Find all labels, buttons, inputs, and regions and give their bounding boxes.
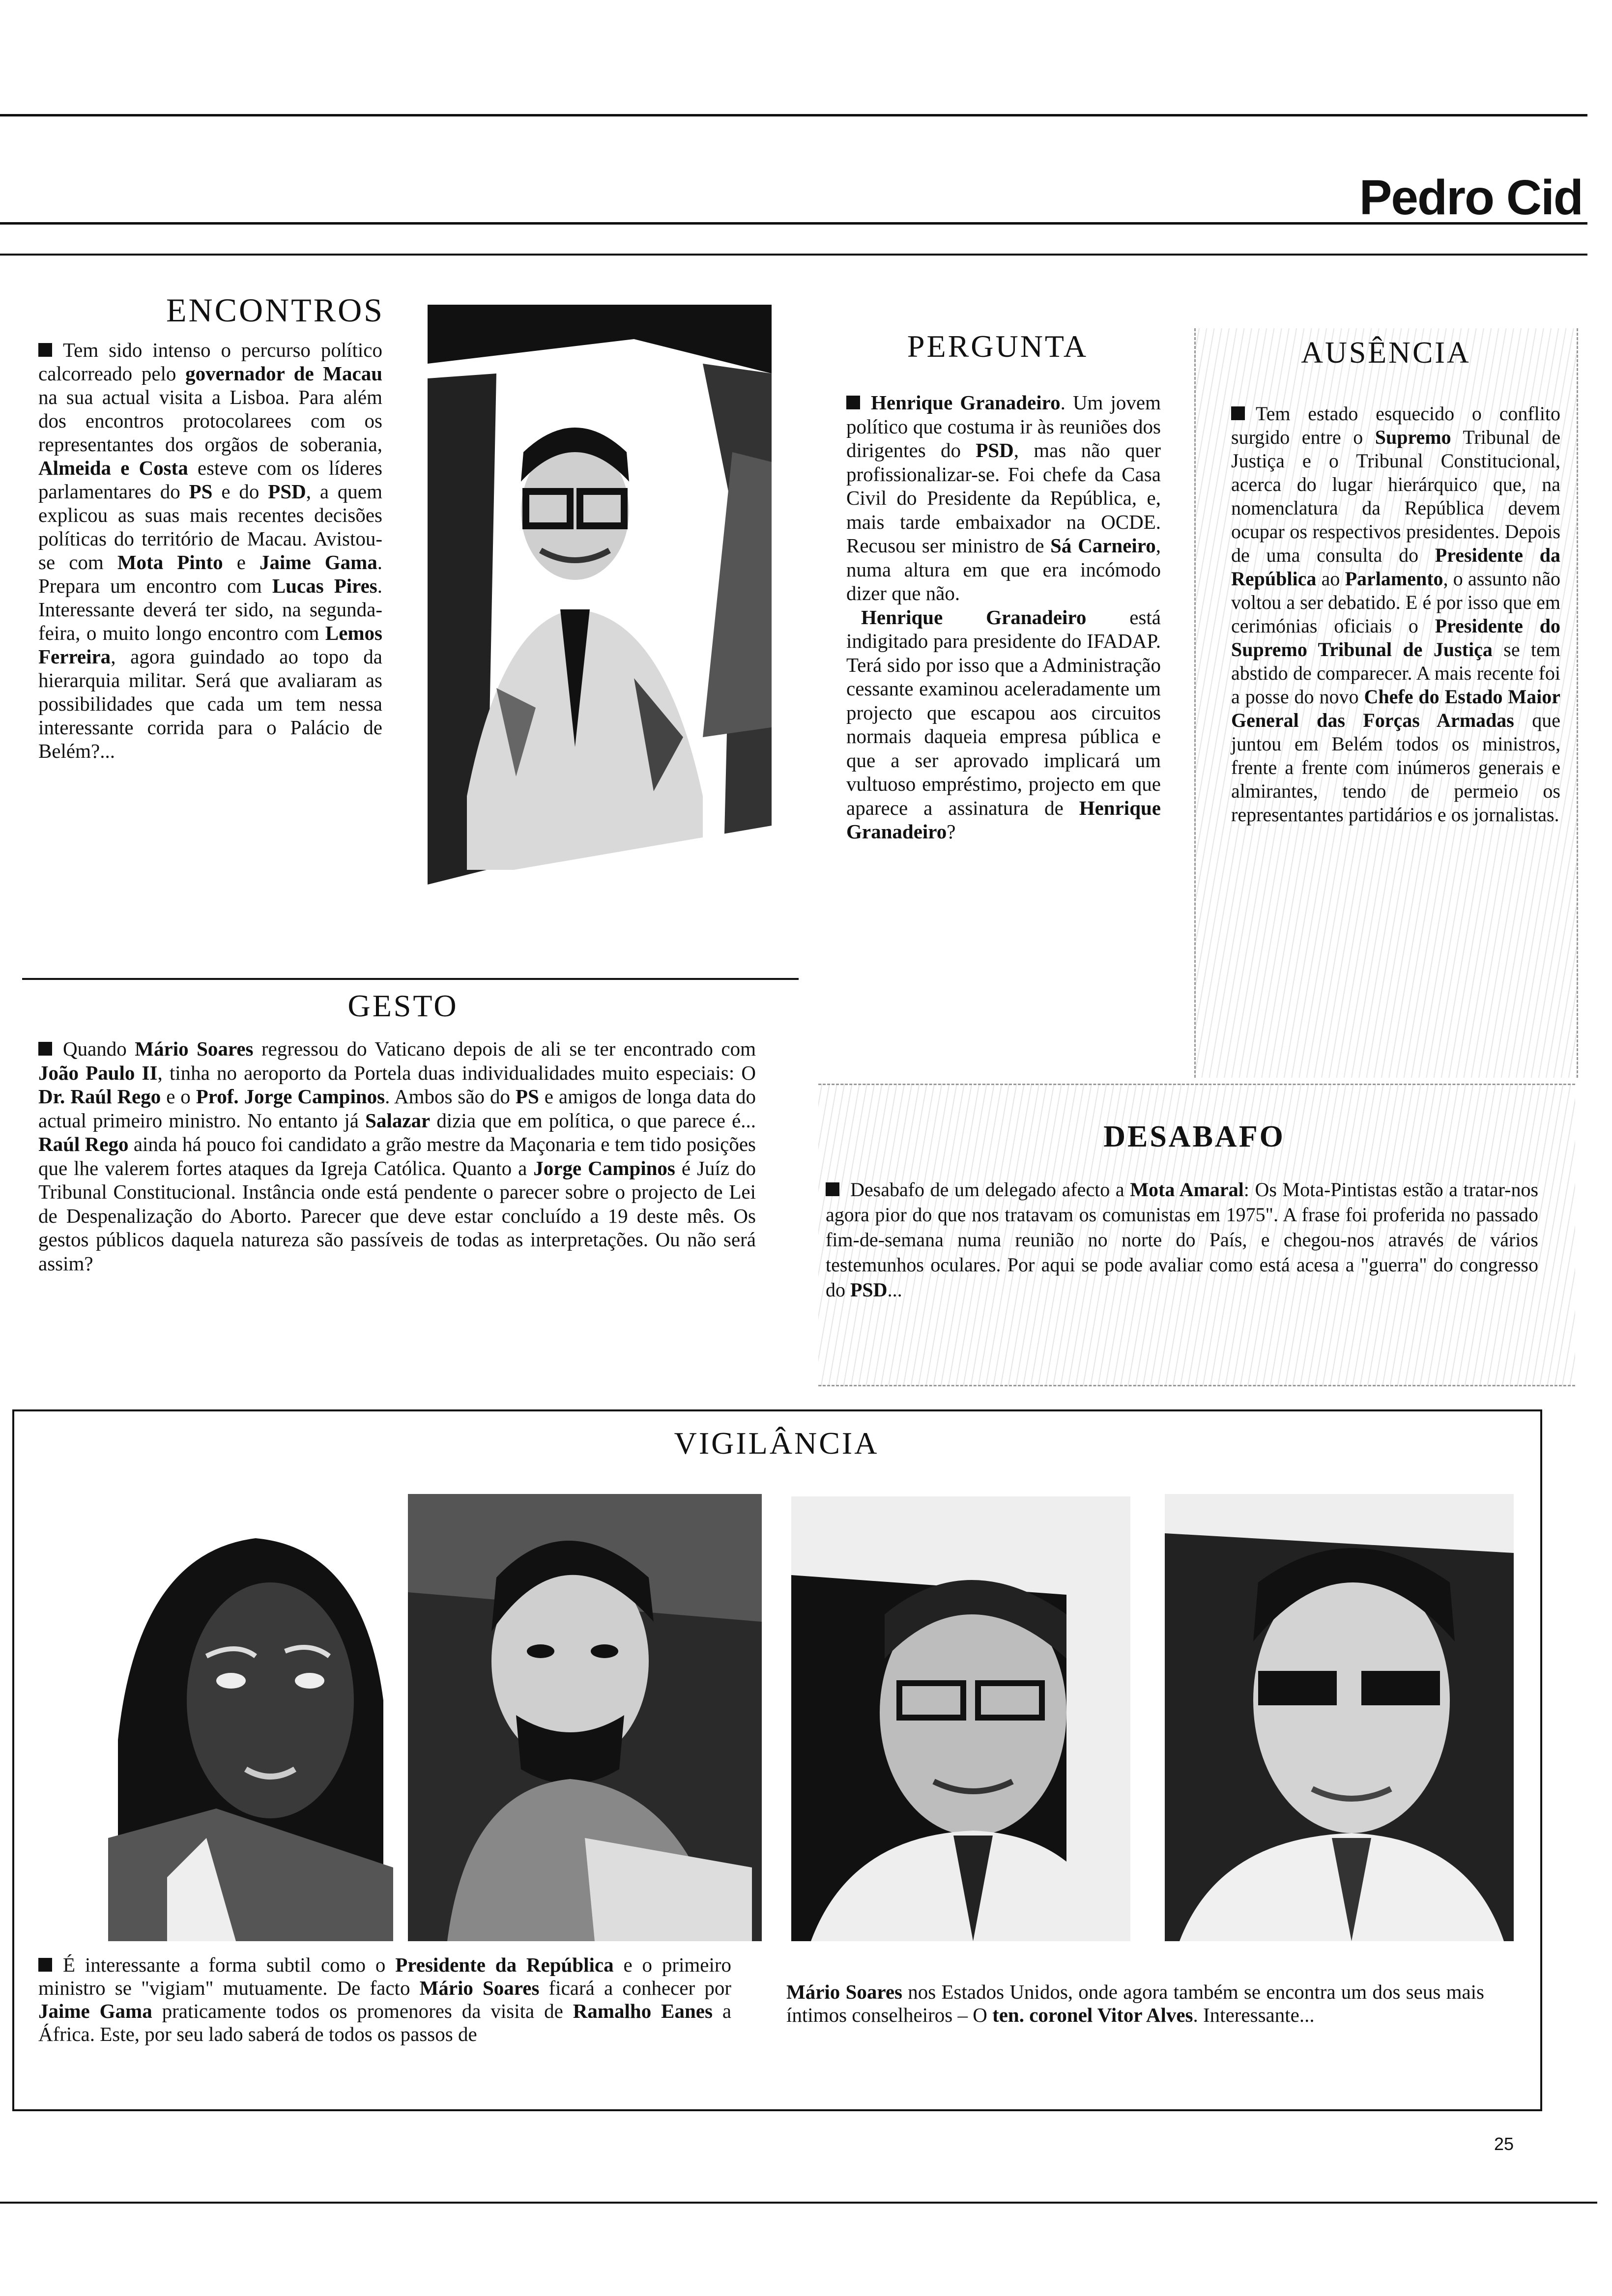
bottom-rule: [0, 2202, 1597, 2204]
pergunta-body: Henrique Granadeiro. Um jovem político que costuma ir às reuniões dos dirigentes do PSD, mas não quer profissionalizar-se. Foi chefe da Casa Civil do Presidente da República, e, mais tarde embaixador na OCDE. Recusou ser ministro de Sá Carneiro, numa altura em que era incómodo dizer que não. Henrique Granadeiro está indigitado para presidente do IFADAP. Terá sido por isso que a Administração cessante examinou aceleradamente um projecto que escapou aos circuitos normais daqueia empresa pública e que a ser aprovado implicará um vultuoso empréstimo, projecto em que aparece a assinatura de Henrique Granadeiro?: [846, 391, 1161, 843]
encontros-heading: ENCONTROS: [166, 291, 385, 329]
bullet-square: [38, 1958, 52, 1972]
top-rule: [0, 114, 1587, 116]
bullet-square: [846, 396, 860, 409]
ausencia-body: Tem estado esquecido o conflito surgido entre o Supremo Tribunal de Justiça e o Tribunal Constitucional, acerca do lugar hierárquico que, na nomenclatura da República devem ocupar os respectivos presidentes. Depois de uma consulta do Presidente da República ao Parlamento, o assunto não voltou a ser debatido. E é por isso que em cerimónias oficiais o Presidente do Supremo Tribunal de Justiça se tem abstido de comparecer. A mais recente foi a posse do novo Chefe do Estado Maior General das Forças Armadas que juntou em Belém todos os ministros, frente a frente com inúmeros generais e almirantes, tendo de permeio os representantes partidários e os jornalistas.: [1231, 402, 1561, 826]
bullet-square: [826, 1182, 839, 1196]
photo-portrait-1: [108, 1494, 393, 1941]
photo-portrait-2: [408, 1494, 762, 1941]
header-rule-2: [0, 254, 1587, 256]
page-number: 25: [1494, 2134, 1514, 2154]
header-rule: [0, 222, 1587, 225]
gesto-heading: GESTO: [347, 988, 459, 1023]
author-name: Pedro Cid: [1359, 170, 1583, 225]
desabafo-body: Desabafo de um delegado afecto a Mota Amaral: Os Mota-Pintistas estão a tratar-nos agora pior do que nos tratavam os comunistas em 1975". A frase foi proferida no passado fim-de-semana numa reunião no norte do País, e chegou-nos através de vários testemunhos oculares. Por aqui se pode avaliar como está acesa a "guerra" do congresso do PSD...: [826, 1178, 1539, 1301]
gesto-body: Quando Mário Soares regressou do Vaticano depois de ali se ter encontrado com João Paulo II, tinha no aeroporto da Portela duas individualidades muito especiais: O Dr. Raúl Rego e o Prof. Jorge Campinos. Ambos são do PS e amigos de longa data do actual primeiro ministro. No entanto já Salazar dizia que em política, o que parece é... Raúl Rego ainda há pouco foi candidato a grão mestre da Maçonaria e tem tido posições que lhe valerem fortes ataques da Igreja Católica. Quanto a Jorge Campinos é Juíz do Tribunal Constitucional. Instância onde está pendente o parecer sobre o projecto de Lei de Despenalização do Aborto. Parecer que deve estar concluído a 19 deste mês. Os gestos públicos daquela natureza são passíveis de todas as interpretações. Ou não será assim?: [38, 1037, 756, 1275]
photo-portrait-4: [1165, 1494, 1514, 1941]
vigilancia-body-right: Mário Soares nos Estados Unidos, onde agora também se encontra um dos seus mais íntimos conselheiros – O ten. coronel Vitor Alves. Interessante...: [786, 1980, 1485, 2026]
ausencia-heading: AUSÊNCIA: [1301, 336, 1471, 370]
bullet-square: [38, 1042, 52, 1056]
desabafo-heading: DESABAFO: [1103, 1120, 1285, 1153]
pergunta-heading: PERGUNTA: [907, 329, 1089, 364]
photo-governador: [428, 305, 772, 914]
vigilancia-heading: VIGILÂNCIA: [674, 1426, 879, 1461]
vigilancia-body-left: É interessante a forma subtil como o Presidente da República e o primeiro ministro se "vigiam" mutuamente. De facto Mário Soares ficará a conhecer por Jaime Gama praticamente todos os promenores da visita de Ramalho Eanes a África. Este, por seu lado saberá de todos os passos de: [38, 1953, 732, 2045]
photo-portrait-3: [791, 1496, 1130, 1941]
bullet-square: [38, 343, 52, 357]
encontros-body: Tem sido intenso o percurso político calcorreado pelo governador de Macau na sua actual visita a Lisboa. Para além dos encontros protocolarees com os representantes dos orgãos de soberania, Almeida e Costa esteve com os líderes parlamentares do PS e do PSD, a quem explicou as suas mais recentes decisões políticas do território de Macau. Avistou-se com Mota Pinto e Jaime Gama. Prepara um encontro com Lucas Pires. Interessante deverá ter sido, na segunda-feira, o muito longo encontro com Lemos Ferreira, agora guindado ao topo da hierarquia militar. Será que avaliaram as possibilidades que cada um tem nessa interessante corrida para o Palácio de Belém?...: [38, 339, 383, 762]
gesto-rule: [22, 978, 799, 980]
bullet-square: [1231, 406, 1245, 420]
